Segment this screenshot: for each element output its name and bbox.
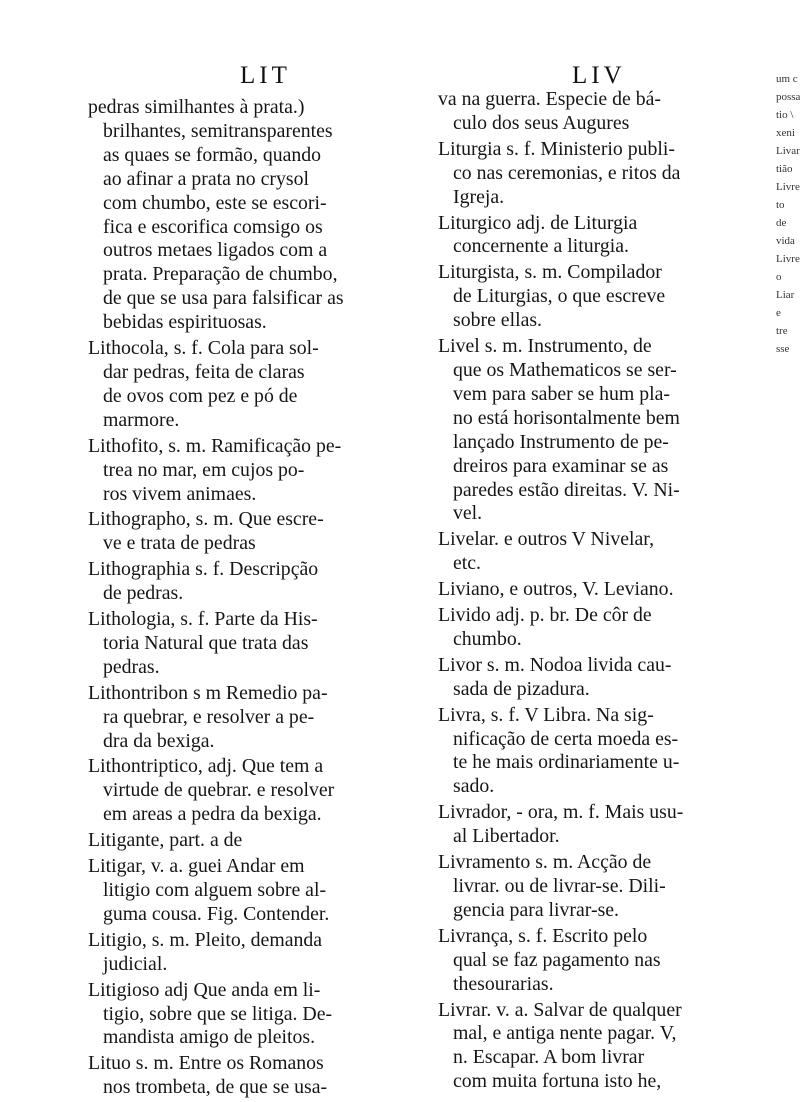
adjacent-page-edge bbox=[776, 70, 800, 590]
dictionary-entry bbox=[438, 851, 768, 923]
entry-line: pedras. bbox=[103, 655, 160, 678]
entry-line: paredes estão direitas. V. Ni- bbox=[453, 478, 680, 501]
dictionary-entry bbox=[88, 755, 418, 827]
right-column bbox=[438, 88, 768, 1096]
entry-line: Lithontriptico, adj. Que tem a bbox=[88, 755, 324, 778]
entry-line: de Liturgias, o que escreve bbox=[453, 285, 666, 308]
entry-line: Lithologia, s. f. Parte da His- bbox=[88, 608, 318, 631]
dictionary-entry bbox=[438, 704, 768, 800]
edge-fragment: possa bbox=[776, 91, 800, 103]
edge-fragment: Livre bbox=[776, 253, 800, 265]
entry-line: guma cousa. Fig. Contender. bbox=[103, 902, 330, 925]
left-column bbox=[88, 96, 418, 1102]
entry-line: Livel s. m. Instrumento, de bbox=[438, 335, 652, 358]
dictionary-entry bbox=[438, 212, 768, 260]
entry-line: Litigioso adj Que anda em li- bbox=[88, 978, 321, 1001]
entry-line: de que se usa para falsificar as bbox=[103, 287, 344, 310]
entry-line: etc. bbox=[453, 552, 482, 575]
dictionary-entry bbox=[438, 654, 768, 702]
entry-line: brilhantes, semitransparentes bbox=[103, 119, 333, 142]
entry-line: outros metaes ligados com a bbox=[103, 239, 328, 262]
entry-line: concernente a liturgia. bbox=[453, 235, 629, 258]
entry-line: Lithographia s. f. Descripção bbox=[88, 558, 319, 581]
entry-line: dra da bexiga. bbox=[103, 729, 215, 752]
entry-line: toria Natural que trata das bbox=[103, 631, 309, 654]
entry-line: virtude de quebrar. e resolver bbox=[103, 779, 335, 802]
entry-line: dreiros para examinar se as bbox=[453, 454, 669, 477]
edge-fragment: tião bbox=[776, 163, 793, 175]
entry-line: culo dos seus Augures bbox=[453, 111, 630, 134]
entry-line: nos trombeta, de que se usa- bbox=[103, 1076, 328, 1099]
entry-line: Livrança, s. f. Escrito pelo bbox=[438, 924, 648, 947]
entry-line: Igreja. bbox=[453, 185, 505, 208]
entry-line: sobre ellas. bbox=[453, 309, 542, 332]
entry-line: dar pedras, feita de claras bbox=[103, 360, 305, 383]
entry-line: que os Mathematicos se ser- bbox=[453, 358, 677, 381]
entry-line: sada de pizadura. bbox=[453, 677, 590, 700]
dictionary-entry bbox=[88, 96, 418, 335]
entry-line: Liturgico adj. de Liturgia bbox=[438, 211, 638, 234]
entry-line: al Libertador. bbox=[453, 825, 560, 848]
edge-fragment: de bbox=[776, 217, 787, 229]
dictionary-entry bbox=[88, 829, 418, 853]
entry-line: litigio com alguem sobre al- bbox=[103, 879, 327, 901]
entry-line: ros vivem animaes. bbox=[103, 482, 257, 505]
entry-line: marmore. bbox=[103, 408, 180, 431]
dictionary-entry bbox=[438, 801, 768, 849]
entry-line: Litigante, part. a de bbox=[88, 829, 243, 852]
entry-line: lançado Instrumento de pe- bbox=[453, 430, 669, 453]
edge-fragment: Livre bbox=[776, 181, 800, 193]
edge-fragment: Livar bbox=[776, 145, 800, 157]
entry-line: thesourarias. bbox=[453, 972, 554, 995]
entry-line: mal, e antiga nente pagar. V, bbox=[453, 1022, 677, 1045]
entry-line: vem para saber se hum pla- bbox=[453, 382, 670, 405]
dictionary-entry bbox=[88, 929, 418, 977]
dictionary-entry bbox=[88, 435, 418, 507]
dictionary-entry bbox=[438, 528, 768, 576]
entry-line: pedras similhantes à prata.) bbox=[88, 96, 305, 118]
entry-line: Livor s. m. Nodoa livida cau- bbox=[438, 653, 672, 676]
dictionary-entry bbox=[88, 682, 418, 754]
dictionary-entry bbox=[438, 335, 768, 526]
edge-fragment: e bbox=[776, 307, 781, 319]
entry-line: Litigar, v. a. guei Andar em bbox=[88, 855, 305, 878]
entry-line: Lithofito, s. m. Ramificação pe- bbox=[88, 434, 342, 457]
entry-line: com chumbo, este se escori- bbox=[103, 191, 327, 214]
entry-line: Livelar. e outros V Nivelar, bbox=[438, 528, 655, 551]
entry-line: Litigio, s. m. Pleito, demanda bbox=[88, 928, 323, 951]
dictionary-entry bbox=[88, 508, 418, 556]
dictionary-entry bbox=[88, 979, 418, 1051]
entry-line: trea no mar, em cujos po- bbox=[103, 458, 305, 481]
entry-line: de pedras. bbox=[103, 582, 184, 605]
right-running-header: LIV bbox=[572, 62, 626, 89]
dictionary-entry bbox=[438, 88, 768, 136]
entry-line: qual se faz pagamento nas bbox=[453, 948, 661, 971]
entry-line: ve e trata de pedras bbox=[103, 532, 256, 555]
entry-line: mandista amigo de pleitos. bbox=[103, 1026, 316, 1049]
entry-line: livrar. ou de livrar-se. Dili- bbox=[453, 875, 666, 897]
entry-line: bebidas espirituosas. bbox=[103, 311, 267, 334]
entry-line: Lithographo, s. m. Que escre- bbox=[88, 508, 324, 531]
dictionary-entry bbox=[438, 999, 768, 1095]
entry-line: Liturgia s. f. Ministerio publi- bbox=[438, 137, 675, 160]
entry-line: va na guerra. Especie de bá- bbox=[438, 88, 661, 110]
entry-line: nificação de certa moeda es- bbox=[453, 727, 679, 750]
entry-line: n. Escapar. A bom livrar bbox=[453, 1046, 645, 1069]
dictionary-entry bbox=[88, 558, 418, 606]
entry-line: te he mais ordinariamente u- bbox=[453, 751, 680, 774]
entry-line: Lithontribon s m Remedio pa- bbox=[88, 681, 328, 704]
entry-line: de ovos com pez e pó de bbox=[103, 384, 298, 407]
entry-line: tigio, sobre que se litiga. De- bbox=[103, 1002, 333, 1025]
entry-line: ra quebrar, e resolver a pe- bbox=[103, 705, 315, 728]
entry-line: prata. Preparação de chumbo, bbox=[103, 263, 338, 286]
edge-fragment: o bbox=[776, 271, 782, 283]
entry-line: chumbo. bbox=[453, 627, 522, 650]
entry-line: ao afinar a prata no crysol bbox=[103, 167, 309, 190]
entry-line: Liviano, e outros, V. Leviano. bbox=[438, 578, 674, 601]
dictionary-entry bbox=[438, 261, 768, 333]
entry-line: judicial. bbox=[103, 952, 168, 975]
entry-line: as quaes se formão, quando bbox=[103, 143, 322, 166]
entry-line: fica e escorifica comsigo os bbox=[103, 215, 323, 238]
edge-fragment: vida bbox=[776, 235, 795, 247]
entry-line: Livrar. v. a. Salvar de qualquer bbox=[438, 998, 682, 1021]
edge-fragment: Liar bbox=[776, 289, 795, 301]
entry-line: no está horisontalmente bem bbox=[453, 406, 680, 429]
entry-line: com muita fortuna isto he, bbox=[453, 1070, 662, 1093]
dictionary-entry bbox=[438, 138, 768, 210]
entry-line: Livra, s. f. V Libra. Na sig- bbox=[438, 703, 654, 726]
dictionary-entry bbox=[88, 855, 418, 927]
dictionary-entry bbox=[88, 1052, 418, 1100]
entry-line: Lituo s. m. Entre os Romanos bbox=[88, 1052, 324, 1075]
left-running-header: LIT bbox=[240, 62, 291, 89]
edge-fragment: to bbox=[776, 199, 785, 211]
edge-fragment: um c bbox=[776, 73, 798, 85]
entry-line: Livido adj. p. br. De côr de bbox=[438, 604, 652, 627]
entry-line: em areas a pedra da bexiga. bbox=[103, 803, 322, 826]
dictionary-entry bbox=[88, 608, 418, 680]
entry-line: Lithocola, s. f. Cola para sol- bbox=[88, 337, 319, 360]
dictionary-entry bbox=[438, 604, 768, 652]
entry-line: gencia para livrar-se. bbox=[453, 898, 619, 921]
entry-line: Livrador, - ora, m. f. Mais usu- bbox=[438, 801, 684, 824]
entry-line: sado. bbox=[453, 775, 495, 798]
entry-line: Livramento s. m. Acção de bbox=[438, 851, 652, 874]
dictionary-entry bbox=[438, 578, 768, 602]
entry-line: co nas ceremonias, e ritos da bbox=[453, 161, 681, 184]
edge-fragment: xeni bbox=[776, 127, 795, 139]
edge-fragment: tio \ bbox=[776, 109, 794, 121]
edge-fragment: sse bbox=[776, 343, 790, 355]
entry-line: vel. bbox=[453, 502, 483, 525]
dictionary-entry bbox=[438, 925, 768, 997]
entry-line: Liturgista, s. m. Compilador bbox=[438, 261, 662, 284]
dictionary-entry bbox=[88, 337, 418, 433]
edge-fragment: tre bbox=[776, 325, 788, 337]
